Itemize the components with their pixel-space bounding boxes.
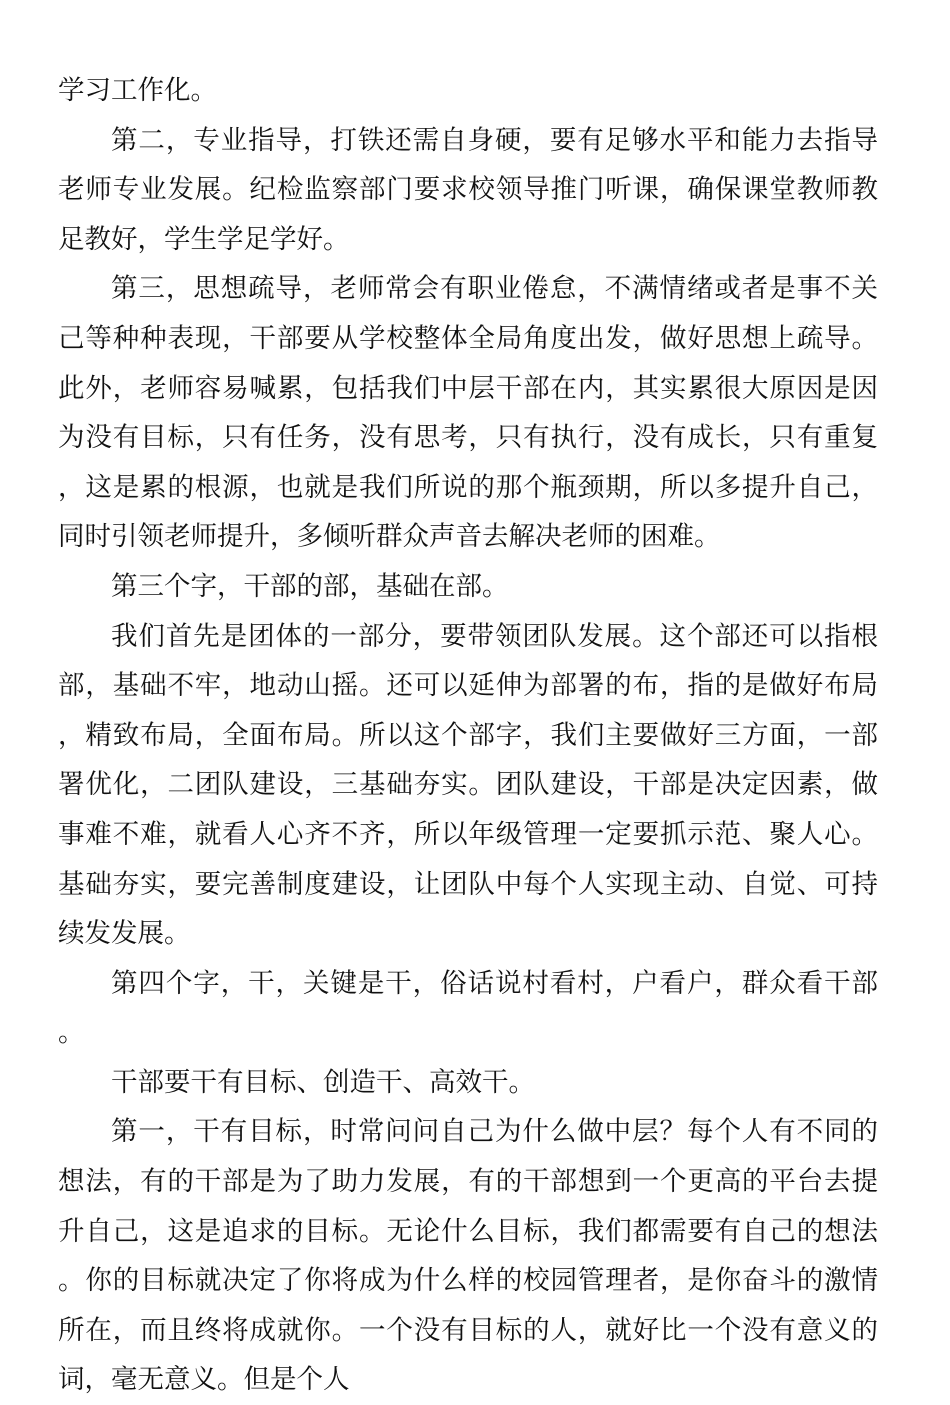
document-body (58, 66, 878, 1405)
paragraph: 第三，思想疏导，老师常会有职业倦怠，不满情绪或者是事不关己等种种表现，干部要从学校整体全局角度出发，做好思想上疏导。此外，老师容易喊累，包括我们中层干部在内，其实累很大原因是因为没有目标，只有任务，没有思考，只有执行，没有成长，只有重复，这是累的根源，也就是我们所说的那个瓶颈期，所以多提升自己，同时引领老师提升，多倾听群众声音去解决老师的困难。 (58, 273, 878, 553)
paragraph: 第一，干有目标，时常问问自己为什么做中层？每个人有不同的想法，有的干部是为了助力发展，有的干部想到一个更高的平台去提升自己，这是追求的目标。无论什么目标，我们都需要有自己的想法。你的目标就决定了你将成为什么样的校园管理者，是你奋斗的激情所在，而且终将成就你。一个没有目标的人，就好比一个没有意义的词，毫无意义。但是个人 (58, 1116, 878, 1396)
paragraph: 我们首先是团体的一部分，要带领团队发展。这个部还可以指根部，基础不牢，地动山摇。还可以延伸为部署的布，指的是做好布局，精致布局，全面布局。所以这个部字，我们主要做好三方面，一部署优化，二团队建设，三基础夯实。团队建设，干部是决定因素，做事难不难，就看人心齐不齐，所以年级管理一定要抓示范、聚人心。基础夯实，要完善制度建设，让团队中每个人实现主动、自觉、可持续发发展。 (58, 620, 878, 950)
paragraph: 第三个字，干部的部，基础在部。 (111, 570, 509, 602)
paragraph: 干部要干有目标、创造干、高效干。 (111, 1066, 535, 1098)
paragraph: 第二，专业指导，打铁还需自身硬，要有足够水平和能力去指导老师专业发展。纪检监察部门要求校领导推门听课，确保课堂教师教足教好，学生学足学好。 (58, 124, 878, 255)
paragraph: 学习工作化。 (58, 75, 217, 106)
paragraph: 第四个字，干，关键是干，俗话说村看村，户看户，群众看干部。 (58, 967, 878, 1049)
